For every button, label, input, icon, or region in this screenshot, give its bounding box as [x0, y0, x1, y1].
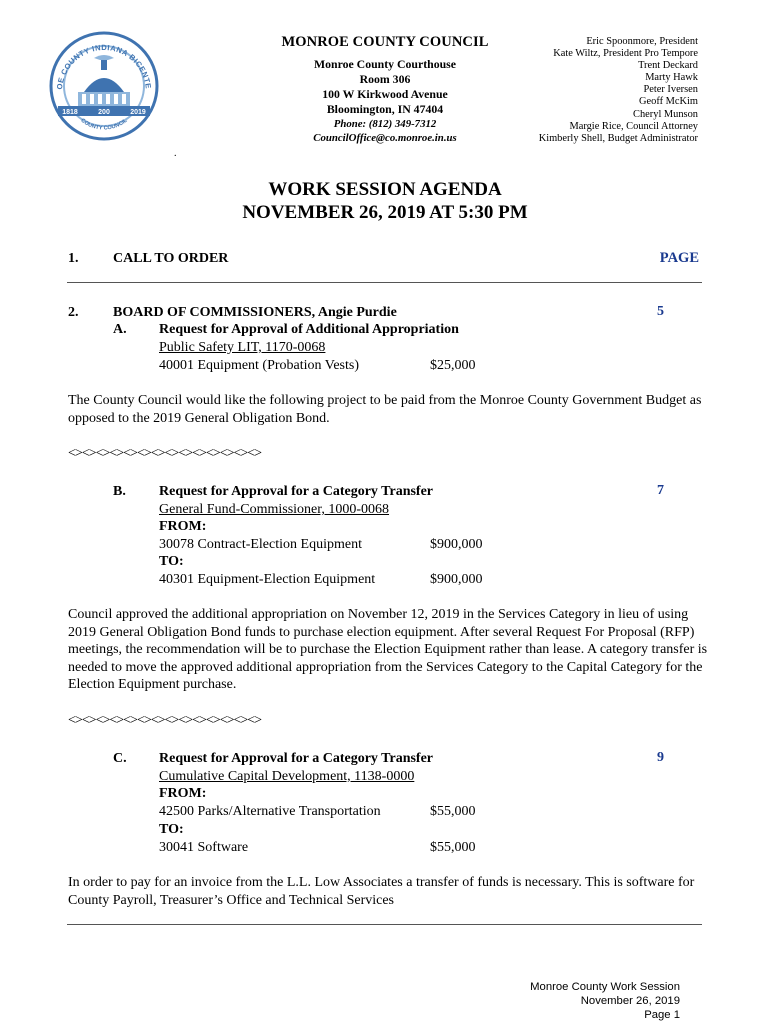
item-2-label: BOARD OF COMMISSIONERS, Angie Purdie [113, 305, 397, 320]
member-name: Peter Iversen [643, 84, 698, 96]
item-b-to-desc: 40301 Equipment-Election Equipment [159, 572, 376, 587]
item-a-fund: Public Safety LIT, 1170-0068 [159, 340, 326, 355]
svg-text:200: 200 [98, 109, 110, 116]
item-a-amount: $25,000 [430, 358, 476, 373]
item-a-note: The County Council would like the following project to be paid from the Monroe County Government Budget as opposed to the 2019 General Obligation Bond. [68, 393, 702, 426]
member-name: Kate Wiltz, President Pro Tempore [553, 48, 698, 60]
item-b-from-label: FROM: [159, 519, 207, 534]
page-footer [530, 980, 680, 1022]
address-line-courthouse: Monroe County Courthouse [313, 57, 456, 71]
item-c-to-amount: $55,000 [430, 840, 476, 855]
item-c-from-amount: $55,000 [430, 804, 476, 819]
agenda-title: WORK SESSION AGENDA [268, 179, 502, 200]
agenda-date: NOVEMBER 26, 2019 AT 5:30 PM [242, 202, 528, 223]
section-separator: <><><><><><><><><><><><><><> [68, 446, 262, 461]
footer-meeting: Monroe County Work Session [530, 981, 680, 993]
item-c-from-desc: 42500 Parks/Alternative Transportation [159, 804, 381, 819]
item-b-page: 7 [657, 483, 664, 498]
agenda-title-block [0, 178, 770, 224]
item-a-title: Request for Approval of Additional Appropriation [159, 322, 459, 337]
svg-text:COUNTY COUNCIL: COUNTY COUNCIL [79, 117, 129, 132]
item-b-from-desc: 30078 Contract-Election Equipment [159, 537, 362, 552]
item-c-from-label: FROM: [159, 786, 207, 801]
item-1-label: CALL TO ORDER [113, 251, 229, 266]
item-b-from-line [159, 536, 539, 554]
item-c-to-desc: 30041 Software [159, 840, 249, 855]
item-b-title: Request for Approval for a Category Transfer [159, 484, 434, 499]
item-c-from-line [159, 803, 539, 821]
item-c-fund: Cumulative Capital Development, 1138-0000 [159, 769, 415, 784]
address-line-street: 100 W Kirkwood Avenue [322, 87, 448, 101]
item-c-letter: C. [113, 751, 127, 766]
divider [67, 282, 702, 283]
county-council-seal-logo [48, 30, 160, 142]
item-a-line [159, 357, 539, 375]
item-c-page: 9 [657, 750, 664, 765]
member-name: Margie Rice, Council Attorney [569, 120, 698, 132]
member-name: Marty Hawk [645, 72, 698, 84]
phone-number: Phone: (812) 349-7312 [333, 118, 437, 130]
item-b-to-amount: $900,000 [430, 572, 483, 587]
item-2-page: 5 [657, 304, 664, 319]
item-b-to-line [159, 571, 539, 589]
item-1-number: 1. [68, 251, 79, 266]
section-separator: <><><><><><><><><><><><><><> [68, 713, 262, 728]
address-line-city: Bloomington, IN 47404 [326, 102, 444, 116]
member-name: Trent Deckard [638, 60, 698, 72]
member-name: Geoff McKim [639, 96, 698, 108]
footer-date: November 26, 2019 [580, 995, 680, 1007]
item-b-note: Council approved the additional appropriation on November 12, 2019 in the Services Category in lieu of using 2019 General Obligation Bond funds to purchase election equipment. After several Request For Proposal (RFP) meetings, the recommendation will be to purchase the Election Equipment rather than lease. A category transfer is needed to move the approved additional appropriation from the Services Category to the Capital Category for the Election Equipment purchase. [68, 607, 708, 692]
item-c-note: In order to pay for an invoice from the L.L. Low Associates a transfer of funds is necessary. This is software for County Payroll, Treasurer’s Office and Technical Services [68, 875, 695, 908]
council-members-list [458, 36, 698, 145]
item-c-to-label: TO: [159, 822, 184, 837]
item-a-line-desc: 40001 Equipment (Probation Vests) [159, 358, 360, 373]
item-2-number: 2. [68, 305, 79, 320]
svg-text:2019: 2019 [130, 109, 146, 116]
item-c-title: Request for Approval for a Category Transfer [159, 751, 434, 766]
item-b-fund: General Fund-Commissioner, 1000-0068 [159, 502, 390, 517]
stray-dot: . [174, 148, 177, 159]
item-a-letter: A. [113, 322, 127, 337]
council-title: MONROE COUNTY COUNCIL [281, 34, 489, 50]
item-b-to-label: TO: [159, 554, 184, 569]
svg-text:MONROE COUNTY INDIANA BICENTEN: OE COUNTY INDIANA BICENTE [54, 42, 153, 90]
footer-page-number: Page 1 [644, 1009, 680, 1021]
divider [67, 924, 702, 925]
svg-text:1818: 1818 [62, 109, 78, 116]
member-name: Kimberly Shell, Budget Administrator [538, 132, 698, 144]
item-b-from-amount: $900,000 [430, 537, 483, 552]
item-b-letter: B. [113, 484, 126, 499]
member-name: Cheryl Munson [633, 108, 698, 120]
page-column-header: PAGE [659, 250, 699, 266]
address-line-room: Room 306 [359, 72, 411, 86]
email-address[interactable]: CouncilOffice@co.monroe.in.us [313, 132, 457, 144]
member-name: Eric Spoonmore, President [586, 36, 698, 47]
item-c-to-line [159, 839, 539, 857]
